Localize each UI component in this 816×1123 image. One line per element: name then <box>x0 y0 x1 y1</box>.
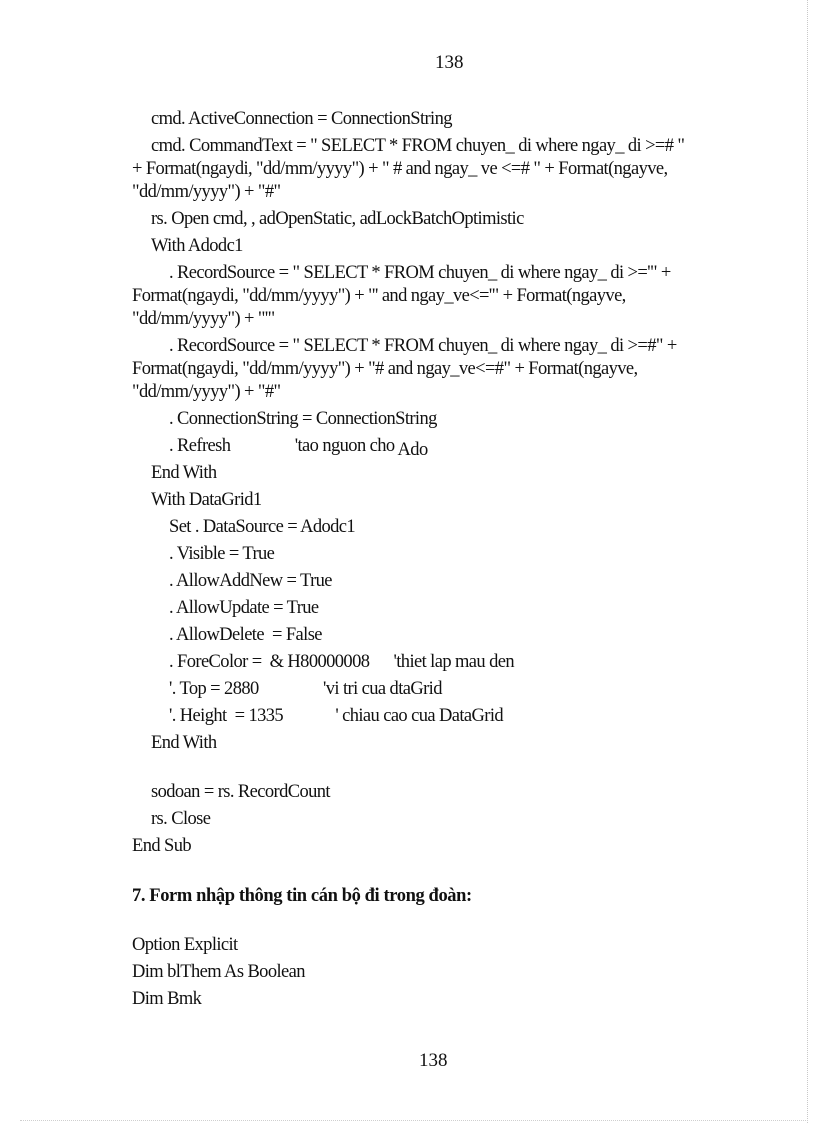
code-line: End With <box>151 733 217 753</box>
code-line: Dim Bmk <box>132 989 202 1009</box>
code-line: End With <box>151 463 217 483</box>
code-line: . Visible = True <box>169 544 275 564</box>
code-line: "dd/mm/yyyy") + "#" <box>132 182 281 202</box>
code-line: Format(ngaydi, "dd/mm/yyyy") + "# and ngay_ve<=#" + Format(ngayve, <box>132 359 638 379</box>
code-line: . RecordSource = " SELECT * FROM chuyen_ di where ngay_ di >=#" + <box>169 336 677 356</box>
code-line: + Format(ngaydi, "dd/mm/yyyy") + " # and ngay_ ve <=# " + Format(ngayve, <box>132 159 668 179</box>
code-line: rs. Open cmd, , adOpenStatic, adLockBatchOptimistic <box>151 209 524 229</box>
section-heading: 7. Form nhập thông tin cán bộ đi trong đoàn: <box>132 886 472 906</box>
page-border <box>807 0 808 1123</box>
code-line: . AllowUpdate = True <box>169 598 319 618</box>
code-line: . RecordSource = " SELECT * FROM chuyen_ di where ngay_ di >='" + <box>169 263 671 283</box>
page-bottom-rule <box>20 1120 808 1121</box>
code-line: . AllowDelete = False <box>169 625 322 645</box>
code-line: "dd/mm/yyyy") + "#" <box>132 382 281 402</box>
code-line: Format(ngaydi, "dd/mm/yyyy") + "' and ngay_ve<='" + Format(ngayve, <box>132 286 626 306</box>
code-line: cmd. CommandText = " SELECT * FROM chuyen_ di where ngay_ di >=# " <box>151 136 685 156</box>
page-number-top: 138 <box>435 52 464 73</box>
code-line: '. Top = 2880 'vi tri cua dtaGrid <box>169 679 442 699</box>
code-line: With DataGrid1 <box>151 490 262 510</box>
code-line: rs. Close <box>151 809 211 829</box>
code-line: Option Explicit <box>132 935 238 955</box>
code-line: "dd/mm/yyyy") + "'" <box>132 309 275 329</box>
code-line-subscript: Ado <box>397 440 428 460</box>
code-line-text: . Refresh 'tao nguon cho <box>169 436 398 456</box>
code-line: Set . DataSource = Adodc1 <box>169 517 356 537</box>
code-line <box>169 435 428 460</box>
code-line: . AllowAddNew = True <box>169 571 332 591</box>
code-line: End Sub <box>132 836 192 856</box>
code-line: With Adodc1 <box>151 236 243 256</box>
page-number-bottom: 138 <box>419 1050 448 1071</box>
code-line: . ConnectionString = ConnectionString <box>169 409 437 429</box>
code-line: sodoan = rs. RecordCount <box>151 782 330 802</box>
code-line: Dim blThem As Boolean <box>132 962 305 982</box>
code-line: cmd. ActiveConnection = ConnectionString <box>151 109 452 129</box>
code-line: '. Height = 1335 ' chiau cao cua DataGrid <box>169 706 504 726</box>
code-line: . ForeColor = & H80000008 'thiet lap mau den <box>169 652 514 672</box>
